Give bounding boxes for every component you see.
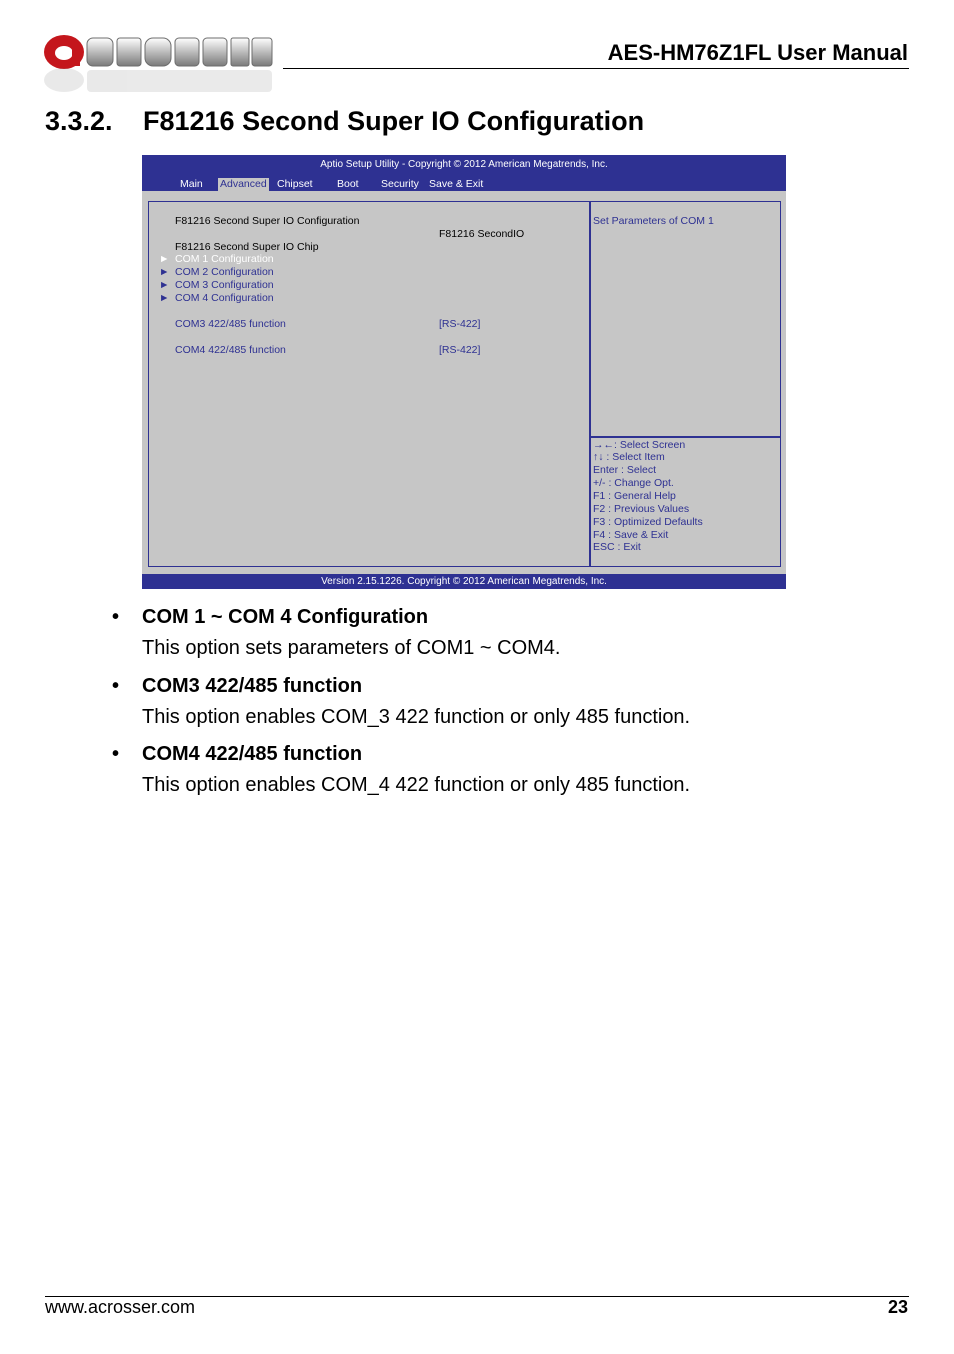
submenu-arrow-icon: ► bbox=[159, 279, 170, 291]
menu-item-com2[interactable]: COM 2 Configuration bbox=[175, 266, 274, 278]
submenu-arrow-icon: ► bbox=[159, 292, 170, 304]
bios-screenshot bbox=[142, 155, 786, 589]
key-select-item: ↑↓ : Select Item bbox=[593, 451, 665, 463]
menu-item-com4[interactable]: COM 4 Configuration bbox=[175, 292, 274, 304]
tab-chipset[interactable]: Chipset bbox=[277, 178, 313, 190]
key-f2: F2 : Previous Values bbox=[593, 503, 690, 515]
submenu-arrow-icon: ► bbox=[159, 266, 170, 278]
bullet-icon: • bbox=[112, 675, 120, 697]
bullet-description: This option enables COM_4 422 function or only 485 function. bbox=[142, 774, 691, 796]
tab-security[interactable]: Security bbox=[381, 178, 419, 190]
bullet-icon: • bbox=[112, 606, 120, 628]
com4-function-value[interactable]: [RS-422] bbox=[439, 344, 481, 356]
bullet-description: This option enables COM_3 422 function or only 485 function. bbox=[142, 706, 691, 728]
page-number: 23 bbox=[887, 1297, 908, 1317]
bullet-icon: • bbox=[112, 743, 120, 765]
com4-function-label[interactable]: COM4 422/485 function bbox=[175, 344, 286, 356]
section-number: 3.3.2. bbox=[45, 106, 113, 136]
key-select-screen: →←: Select Screen bbox=[593, 439, 686, 451]
tab-save-exit[interactable]: Save & Exit bbox=[429, 178, 484, 190]
key-f1: F1 : General Help bbox=[593, 490, 676, 502]
bios-copyright-bottom: Version 2.15.1226. Copyright © 2012 American Megatrends, Inc. bbox=[142, 574, 786, 589]
bios-help-panel bbox=[589, 201, 781, 438]
key-enter: Enter : Select bbox=[593, 464, 657, 476]
manual-title: AES-HM76Z1FL User Manual bbox=[607, 40, 908, 65]
header-divider bbox=[283, 68, 909, 69]
com3-function-label[interactable]: COM3 422/485 function bbox=[175, 318, 286, 330]
tab-main[interactable]: Main bbox=[180, 178, 203, 190]
key-f3: F3 : Optimized Defaults bbox=[593, 516, 703, 528]
chip-label: F81216 Second Super IO Chip bbox=[175, 241, 319, 253]
bullet-description: This option sets parameters of COM1 ~ COM4. bbox=[142, 637, 561, 659]
menu-item-com3[interactable]: COM 3 Configuration bbox=[175, 279, 274, 291]
tab-advanced[interactable]: Advanced bbox=[220, 178, 267, 190]
help-text: Set Parameters of COM 1 bbox=[593, 215, 714, 227]
key-change-opt: +/- : Change Opt. bbox=[593, 477, 674, 489]
key-f4: F4 : Save & Exit bbox=[593, 529, 669, 541]
bios-copyright-top: Aptio Setup Utility - Copyright © 2012 American Megatrends, Inc. bbox=[320, 159, 608, 170]
bios-main-panel bbox=[148, 201, 591, 567]
menu-item-com1[interactable]: COM 1 Configuration bbox=[175, 253, 274, 265]
tab-boot[interactable]: Boot bbox=[337, 178, 359, 190]
config-heading: F81216 Second Super IO Configuration bbox=[175, 215, 360, 227]
footer-url[interactable]: www.acrosser.com bbox=[45, 1297, 196, 1317]
section-heading bbox=[45, 106, 644, 137]
bullet-title: COM3 422/485 function bbox=[142, 675, 363, 697]
bullet-title: COM 1 ~ COM 4 Configuration bbox=[142, 606, 429, 628]
submenu-arrow-icon: ► bbox=[159, 253, 170, 265]
chip-value: F81216 SecondIO bbox=[439, 228, 525, 240]
com3-function-value[interactable]: [RS-422] bbox=[439, 318, 481, 330]
section-title: F81216 Second Super IO Configuration bbox=[143, 106, 645, 136]
key-esc: ESC : Exit bbox=[593, 541, 641, 553]
bullet-title: COM4 422/485 function bbox=[142, 743, 363, 765]
bios-key-legend bbox=[589, 436, 781, 567]
bios-title-bar bbox=[142, 155, 786, 191]
acrosser-logo bbox=[42, 30, 274, 102]
